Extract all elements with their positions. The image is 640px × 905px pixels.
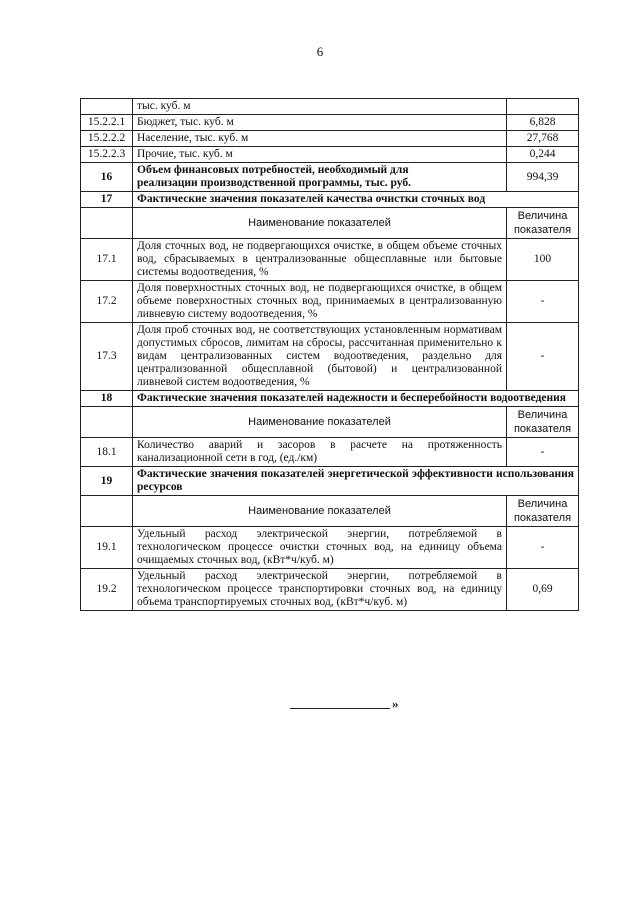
table-row <box>81 281 579 323</box>
column-header-name: Наименование показателей <box>133 208 507 239</box>
row-text: Прочие, тыс. куб. м <box>133 147 507 163</box>
row-value: - <box>507 527 579 569</box>
section-title: Фактические значения показателей энергетической эффективности использования ресурсов <box>133 467 579 496</box>
row-text: Доля сточных вод, не подвергающихся очистке, в общем объеме сточных вод, сбрасываемых в централизованные общесплавные или бытовые системы водоотведения, % <box>133 239 507 281</box>
row-value <box>507 99 579 115</box>
row-text: Количество аварий и засоров в расчете на протяженность канализационной сети в год, (ед./км) <box>133 438 507 467</box>
row-text: Доля проб сточных вод, не соответствующих установленным нормативам допустимых сбросов, лимитам на сбросы, рассчитанная применительно к видам централизованных систем водоотведения, раздельно для централизованной общесплавной (бытовой) и централизованной ливневой систем водоотведения, % <box>133 323 507 391</box>
section-number: 17 <box>81 192 133 208</box>
section-number: 19 <box>81 467 133 496</box>
table-row <box>81 239 579 281</box>
section-title <box>133 163 507 192</box>
row-value: 100 <box>507 239 579 281</box>
row-number: 18.1 <box>81 438 133 467</box>
column-header-row <box>81 407 579 438</box>
row-number: 17.1 <box>81 239 133 281</box>
column-header-value: Величина показателя <box>507 407 579 438</box>
row-number: 17.3 <box>81 323 133 391</box>
row-text: Удельный расход электрической энергии, потребляемой в технологическом процессе очистки сточных вод, на единицу объема очищаемых сточных вод, (кВт*ч/куб. м) <box>133 527 507 569</box>
section-number: 18 <box>81 391 133 407</box>
row-number: 19.1 <box>81 527 133 569</box>
closing-quote: » <box>392 696 399 711</box>
section-number: 16 <box>81 163 133 192</box>
table-row <box>81 323 579 391</box>
row-value: - <box>507 281 579 323</box>
column-header-row <box>81 208 579 239</box>
row-number <box>81 99 133 115</box>
section-title-line: реализации производственной программы, тыс. руб. <box>137 177 411 189</box>
row-number: 17.2 <box>81 281 133 323</box>
table-row <box>81 569 579 611</box>
column-header-value: Величина показателя <box>507 496 579 527</box>
row-text: Население, тыс. куб. м <box>133 131 507 147</box>
row-value: 0,244 <box>507 147 579 163</box>
section-header-row <box>81 192 579 208</box>
row-value: 6,828 <box>507 115 579 131</box>
row-value: - <box>507 323 579 391</box>
row-value: 27,768 <box>507 131 579 147</box>
section-title-line: Объем финансовых потребностей, необходимый для <box>137 164 409 176</box>
section-header-row <box>81 467 579 496</box>
column-header-value: Величина показателя <box>507 208 579 239</box>
row-value: 994,39 <box>507 163 579 192</box>
column-header-name: Наименование показателей <box>133 407 507 438</box>
row-text: Доля поверхностных сточных вод, не подвергающихся очистке, в общем объеме поверхностных сточных вод, принимаемых в централизованную ливневую систему водоотведения, % <box>133 281 507 323</box>
section-title: Фактические значения показателей качества очистки сточных вод <box>133 192 579 208</box>
row-text: Удельный расход электрической энергии, потребляемой в технологическом процессе транспортировки сточных вод, на единицу объема транспортируемых сточных вод, (кВт*ч/куб. м) <box>133 569 507 611</box>
table-row <box>81 131 579 147</box>
row-text: тыс. куб. м <box>133 99 507 115</box>
row-text: Бюджет, тыс. куб. м <box>133 115 507 131</box>
table-row <box>81 527 579 569</box>
column-header-row <box>81 496 579 527</box>
table-row <box>81 163 579 192</box>
row-value: 0,69 <box>507 569 579 611</box>
column-header-name: Наименование показателей <box>133 496 507 527</box>
row-number: 15.2.2.1 <box>81 115 133 131</box>
table-row <box>81 115 579 131</box>
closing-underline <box>290 708 390 709</box>
section-title: Фактические значения показателей надежности и бесперебойности водоотведения <box>133 391 579 407</box>
row-value: - <box>507 438 579 467</box>
section-header-row <box>81 391 579 407</box>
table-row <box>81 147 579 163</box>
row-number: 19.2 <box>81 569 133 611</box>
page-number: 6 <box>316 44 324 59</box>
row-number: 15.2.2.2 <box>81 131 133 147</box>
row-number: 15.2.2.3 <box>81 147 133 163</box>
indicators-table <box>80 98 579 611</box>
table-row <box>81 99 579 115</box>
table-row <box>81 438 579 467</box>
